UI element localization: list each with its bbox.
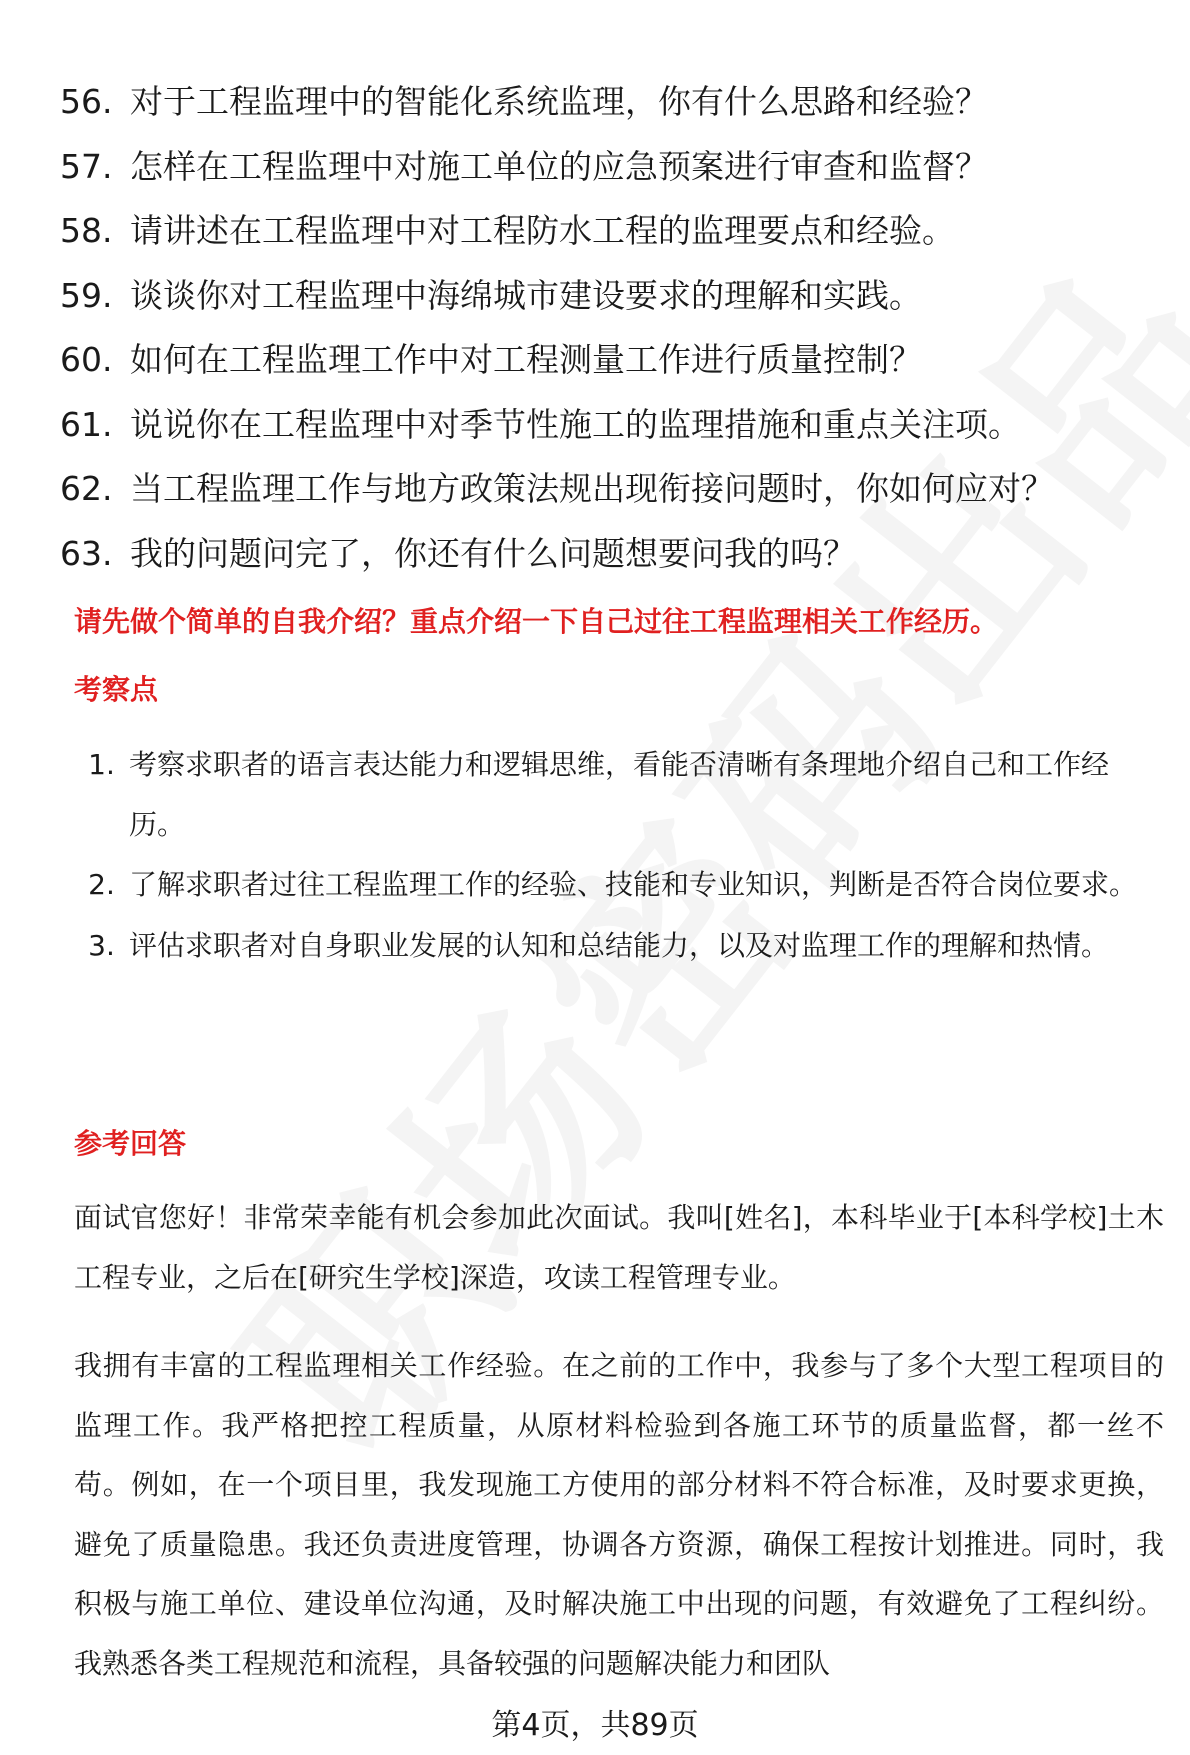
question-list: [60, 70, 1170, 586]
question-item: [60, 70, 1170, 135]
point-item: [74, 916, 1164, 976]
question-text: 我的问题问完了，你还有什么问题想要问我的吗？: [130, 533, 856, 573]
answer-paragraph: 面试官您好！非常荣幸能有机会参加此次面试。我叫[姓名]，本科毕业于[本科学校]土木工程专业，之后在[研究生学校]深造，攻读工程管理专业。: [74, 1201, 1164, 1294]
points-list: [74, 735, 1164, 976]
question-item: [60, 393, 1170, 458]
question-text: 谈谈你对工程监理中海绵城市建设要求的理解和实践。: [130, 275, 922, 315]
question-number: 57.: [60, 146, 113, 186]
points-heading: 考察点: [74, 673, 159, 706]
answer-heading: 参考回答: [74, 1127, 187, 1160]
question-item: [60, 522, 1170, 587]
question-item: [60, 328, 1170, 393]
question-text: 怎样在工程监理中对施工单位的应急预案进行审查和监督？: [130, 146, 988, 186]
point-text: 考察求职者的语言表达能力和逻辑思维，看能否清晰有条理地介绍自己和工作经历。: [129, 748, 1110, 841]
point-item: [74, 735, 1164, 854]
question-item: [60, 199, 1170, 264]
question-number: 56.: [60, 82, 113, 121]
point-item: [74, 855, 1164, 915]
page-footer: 第4页，共89页: [491, 1708, 699, 1743]
point-number: 1.: [88, 748, 115, 781]
question-number: 63.: [60, 533, 113, 573]
question-number: 61.: [60, 404, 113, 444]
question-text: 说说你在工程监理中对季节性施工的监理措施和重点关注项。: [130, 404, 1021, 444]
point-number: 2.: [88, 868, 115, 901]
answer-paragraph: 我拥有丰富的工程监理相关工作经验。在之前的工作中，我参与了多个大型工程项目的监理工作。我严格把控工程质量，从原材料检验到各施工环节的质量监督，都一丝不苟。例如，在一个项目里，我发现施工方使用的部分材料不符合标准，及时要求更换，避免了质量隐患。我还负责进度管理，协调各方资源，确保工程按计划推进。同时，我积极与施工单位、建设单位沟通，及时解决施工中出现的问题，有效避免了工程纠纷。我熟悉各类工程规范和流程，具备较强的问题解决能力和团队: [74, 1349, 1164, 1680]
question-item: [60, 264, 1170, 329]
point-text: 评估求职者对自身职业发展的认知和总结能力，以及对监理工作的理解和热情。: [129, 928, 1110, 962]
question-item: [60, 135, 1170, 200]
question-text: 当工程监理工作与地方政策法规出现衔接问题时，你如何应对？: [130, 469, 1054, 508]
point-text: 了解求职者过往工程监理工作的经验、技能和专业知识，判断是否符合岗位要求。: [129, 868, 1138, 901]
section-title: 请先做个简单的自我介绍？重点介绍一下自己过往工程监理相关工作经历。: [74, 605, 999, 638]
question-number: 62.: [60, 469, 113, 508]
question-number: 58.: [60, 211, 113, 250]
question-number: 60.: [60, 340, 113, 379]
question-text: 请讲述在工程监理中对工程防水工程的监理要点和经验。: [130, 211, 955, 250]
question-text: 如何在工程监理工作中对工程测量工作进行质量控制？: [130, 340, 922, 379]
question-number: 59.: [60, 275, 113, 315]
point-number: 3.: [88, 928, 115, 962]
question-text: 对于工程监理中的智能化系统监理，你有什么思路和经验？: [130, 82, 988, 121]
question-item: [60, 457, 1170, 522]
